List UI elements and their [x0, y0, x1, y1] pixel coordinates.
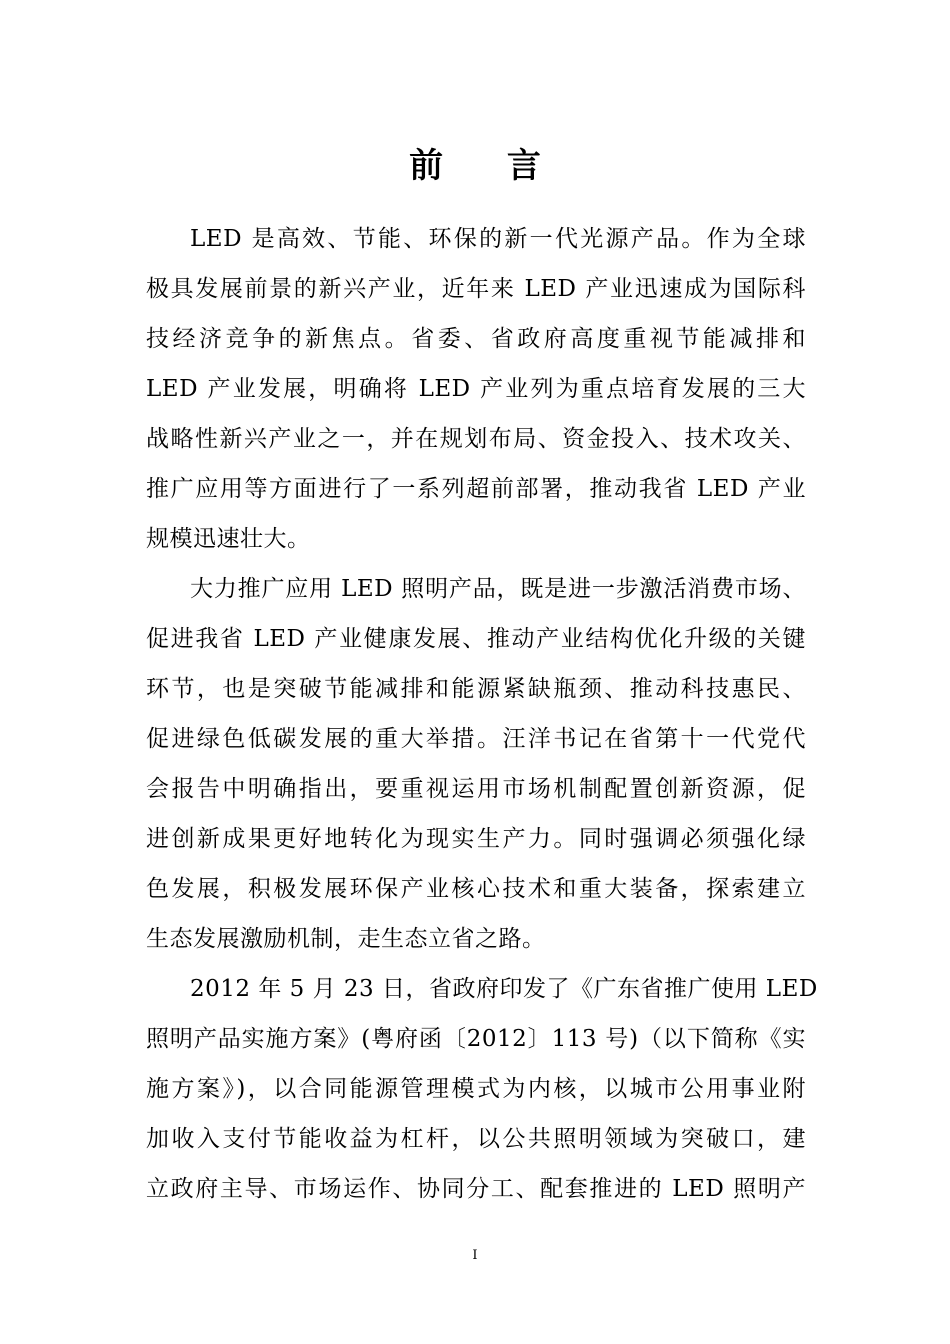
paragraph-2-line: 色发展，积极发展环保产业核心技术和重大装备，探索建立	[146, 876, 806, 902]
paragraph-2-line: 会报告中明确指出，要重视运用市场机制配置创新资源，促	[146, 776, 806, 802]
paragraph-3-line: 2012 年 5 月 23 日，省政府印发了《广东省推广使用 LED	[190, 976, 818, 1002]
paragraph-1-line: 战略性新兴产业之一，并在规划布局、资金投入、技术攻关、	[146, 426, 806, 452]
paragraph-2-line: 大力推广应用 LED 照明产品，既是进一步激活消费市场、	[190, 576, 806, 602]
paragraph-1-line: 技经济竞争的新焦点。省委、省政府高度重视节能减排和	[146, 326, 806, 352]
paragraph-2-line: 促进我省 LED 产业健康发展、推动产业结构优化升级的关键	[146, 626, 806, 652]
paragraph-1-line: 推广应用等方面进行了一系列超前部署，推动我省 LED 产业	[146, 476, 806, 502]
paragraph-2-line: 环节，也是突破节能减排和能源紧缺瓶颈、推动科技惠民、	[146, 676, 806, 702]
paragraph-1-line: LED 是高效、节能、环保的新一代光源产品。作为全球	[190, 226, 806, 252]
paragraph-3-line: 立政府主导、市场运作、协同分工、配套推进的 LED 照明产	[146, 1176, 806, 1202]
paragraph-2-line: 生态发展激励机制，走生态立省之路。	[146, 926, 546, 952]
page-number: I	[472, 1248, 478, 1263]
paragraph-1-line: LED 产业发展，明确将 LED 产业列为重点培育发展的三大	[146, 376, 806, 402]
body-text	[146, 214, 818, 1214]
paragraph-3-line: 施方案》)，以合同能源管理模式为内核，以城市公用事业附	[146, 1076, 806, 1102]
paragraph-3-line: 加收入支付节能收益为杠杆，以公共照明领域为突破口，建	[146, 1126, 806, 1152]
paragraph-2-line: 进创新成果更好地转化为现实生产力。同时强调必须强化绿	[146, 826, 806, 852]
page-title: 前 言	[409, 146, 567, 186]
paragraph-1-line: 规模迅速壮大。	[146, 526, 311, 552]
paragraph-2-line: 促进绿色低碳发展的重大举措。汪洋书记在省第十一代党代	[146, 726, 806, 752]
paragraph-3-line: 照明产品实施方案》(粤府函〔2012〕113 号)（以下简称《实	[146, 1026, 806, 1052]
paragraph-1-line: 极具发展前景的新兴产业，近年来 LED 产业迅速成为国际科	[146, 276, 806, 302]
